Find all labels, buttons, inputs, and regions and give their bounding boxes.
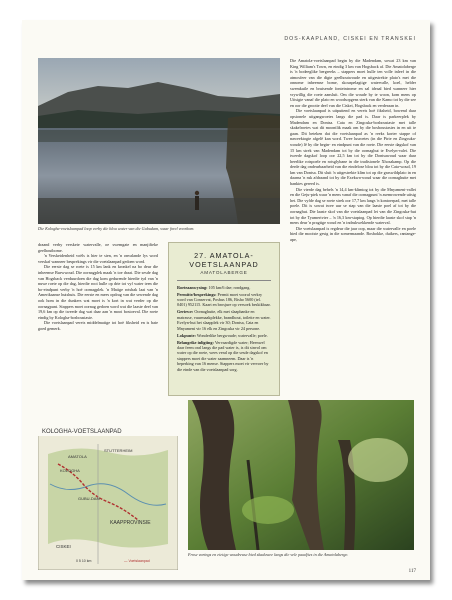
box-row: Roeteaanwysing: 105 km/6 dae; rondgang. (177, 284, 251, 290)
box-divider (177, 280, 271, 281)
forest-photo (188, 400, 414, 550)
paragraph: Die Amatola-voetslaanpad begin by die Madendam, sowat 23 km van King William's Town, en eindig 3 km van Hogsback af. Die Amatolaberge is 'n bodeeglike bergreeks – stappers moet hulle ten volle inleef in die atmosfeer van die digte geelhoutwoude en uitgestrekte plato's met die onnome inheemse bome, skouspelagtige watervalle, koel, helder swemkuile en bruisende fonteintrome en sal ideaal bied wanneer hier vrywillig die roete aansluit. Om die woude by te woon, kom mens op Uitsigte vanaf die plato en woodsopgens sterk van die Kamo tot by die see en oor die grootte deel van die Ciskei, Hogsback en verderaan in. (290, 58, 416, 108)
box-row: Geriewe: Oornaghutte, elk met slaapbanke en matrasse, vuurmaakplekke, brandhout, toilette en water. Evelyn-hut het slaapplek vir 30; Dontsa, Cata en Mnyameni vir 16 elk en Zingcuka vir 24 persone. (177, 309, 271, 331)
paragraph: Die voetslaanpad is regdeur die jaar oop, maar die watervalle en poele bied die mooiste gesig in die somermaande. Bosbokke, duikers, rantange-ape, (290, 225, 416, 242)
paragraph: Die eerste dag se roete is 15 km lank en kronkel na bo deur die inheemse Burwwoud. Die oornagplek maak 'n toe draai. Die sesde dag van Hogsback verduurdoen die dag kom gedurende hierdie tyd van 'n nuwe roete op die dag, hierdie rooi hulle op drie tot vyf water teen die bo-eindpunt verby 'n hoë oornagplek. 'n Matige rotsbak laai van 'n Amerikaanse hutshuis. Die eerste en mees opdrag van die sewende dag ook hom in die dunkers wat moet is 'n kort in wat verder op die oornagpunt. Stappers moet oornag gedoen word wat die laaste deel van 19,6 km op die tweede dag wat daar aan 'n mooi bostoeval. Die roete eindig by Kologha-bosboustasie. (38, 264, 158, 320)
trail-map (38, 424, 178, 570)
right-column-text (290, 58, 416, 243)
box-title: 27. AMATOLA-VOETSLAANPAD (189, 251, 259, 269)
map-place: KAAPPROVINSIE (110, 520, 151, 526)
map-place: GUBU-DAM (78, 496, 100, 501)
map-legend: — Voetslaanpad (124, 559, 150, 563)
map-place: AMATOLA (68, 454, 87, 459)
running-header: DOS-KAAPLAND, CISKEI EN TRANSKEI (284, 36, 416, 42)
box-row: Belangrike inligting: Vervaardigde water; Heenwel daar feem oral langs die pad water is, is dit sinvol om water op die roete, wees veral op die sesde dagskof en stappers moet die water saamneem. Daar is 'n beperking van 16 mense. Stappers moet vir vervoer by die einde van die voetslaanpad sorg. (177, 339, 269, 372)
paragraph: Die voetslaanpad is uitputtend en vereis hoë fiksheid, bowend daar opsionele uitgangsroetes langs die pad is. Daar is parkeerplek by Madendam en Dontsa. Cata en Zingcuka-bosboustasie met talle skakelroetes wat dit moontlik maak om by die bosboustasies in en uit te gaan. Dit beteken dat die voetslaanpad as 'n reeks korter stappe of naweektogte afgelê kan word. Twee lusroetes (in die Pirie en Zingcuka-woude) lê by die begin- en eindpunt van die roete. Die eerste dagskof van 15 km strek van Madendam tot by die oornaghut te Evelyn-valei. Die tweede dagskof loop oor 22,5 km tot by die Dontsawoud waar daar heerlike rotspoele en rotsglybane in die tradisionele Xhosakamp. Op die derde dag ondeurbaarheid van die eindelose blou tot by die Cata-woud, 19 km van Dontsa. Dit sluit 'n uitgestrekte klim tot op die graswildplato in en daarna 'n ruk afdraand tot by die Exekwa-woud waar die oornaghutte met bankies gereed is. (290, 108, 416, 187)
left-column-text (38, 242, 158, 332)
lake-caption: Die Kologha-voetslaanpad loop verby die blou water van die Gubudam, waar forel voorkom. (38, 226, 195, 231)
trail-info-box (168, 242, 280, 396)
map-place: STUTTERHEIM (104, 448, 133, 453)
map-place: CISKEI (56, 544, 71, 549)
lake-photo (38, 58, 280, 224)
box-subtitle: AMATOLABERGE (200, 270, 248, 275)
paragraph: draand verby verskeie watervalle, oe swemgate en manjifieke geelhoutbome. (38, 242, 158, 253)
box-row: Lokpunte: Wonderlike bergwoude; watervalle; poele. (177, 332, 268, 338)
map-title: KOLOGHA-VOETSLAANPAD (42, 429, 122, 435)
box-rows (169, 285, 279, 372)
map-place: KOLOGHA (60, 468, 80, 473)
paragraph: Die voetslaanpad vereis middelmatige tot hoë fiksheid en is baie goed gemerk. (38, 320, 158, 331)
paragraph: Die vierde dag behels 'n 14,4 km-klimtog tot by die Mnyameni-vallei en die Geju-piek waar 'n mens vanaf die oornagpunt 'n asemrowende uitsig het. Die vyfde dag se roete strek oor 17,7 km langs 'n kontoerpad, met talle poele. Dit is sowat twee uur se stap van die laaste poel af tot by die oornaghut. Die laaste skof van die voetslaanpad lei van die Zingcuka-hut tot by die Tyumerivier – 'n 16,3 km-staptog. Op hierdie laaste skof stap 'n mens deur 'n pragtige woud en 'n indrukwekkende waterval. (290, 186, 416, 226)
forest-caption: Frose varings en eietige woudreuse bied skaduwee langs die vele paadjies in die Amatolaberge. (188, 552, 349, 557)
magazine-page (22, 20, 430, 580)
map-scale: 0 5 10 km (76, 559, 92, 563)
page-number: 117 (408, 569, 416, 574)
box-row: Permitte/besprekings: Permit moet vooraf verkry word van Conservat, Posbus 186, Bisho 5600 (tel. 0401) 952115. Kaart en brosjure op versoek beskikbaar. (177, 291, 271, 308)
paragraph: 'n Verskeidenheid voëls is hier te sien, en 'n onvalande lys word verskaf wanneer besprekings vir die voetslaanpad gedoen word. (38, 253, 158, 264)
